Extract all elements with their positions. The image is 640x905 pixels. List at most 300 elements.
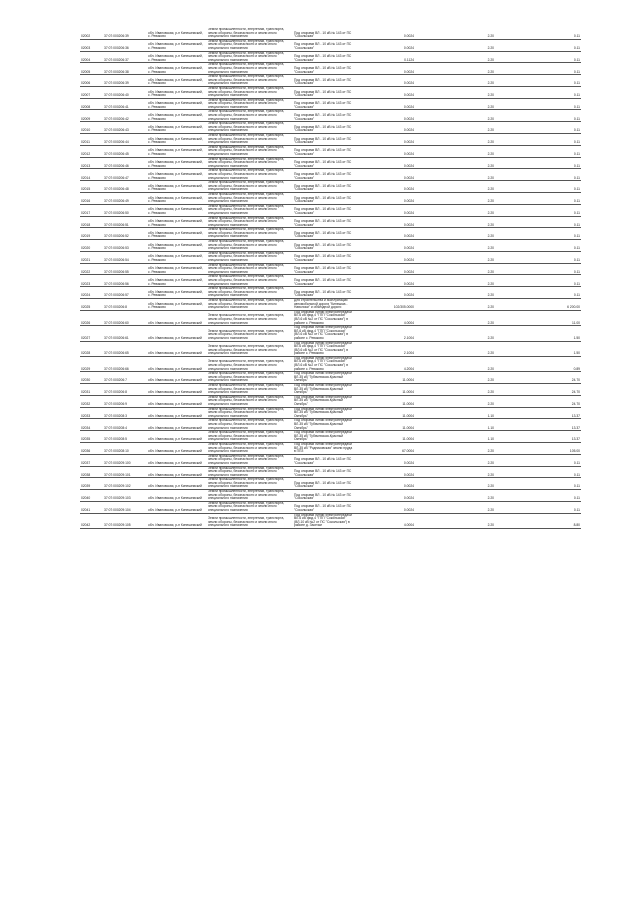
permitted-use: Под опорами линии электропередачи ВЛ-6 кВ фид.4 "ГПП "Сокольская" (ВЛ-6 кВ №2 от ПС "Сокольская") в районе с. Реваково [293,326,355,341]
table-row [80,395,581,407]
address: обл. Ивановская, р-н Кинешемский, с. Реваково [147,251,207,263]
table-row [80,240,581,252]
row-number: 02040 [80,490,103,502]
table-row [80,110,581,122]
address: обл. Ивановская, р-н Кинешемский [147,513,207,528]
row-number: 02014 [80,169,103,181]
row-number: 02017 [80,204,103,216]
table-row [80,326,581,341]
row-number: 02035 [80,431,103,443]
amount-value: 24.70 [495,372,581,384]
cadastral-number: 37:07:000206:49 [103,192,147,204]
rate-value: 2.20 [415,442,495,454]
table-row [80,181,581,193]
area-value: 11.0004 [355,372,415,384]
rate-value: 2.20 [415,181,495,193]
table-row [80,275,581,287]
amount-value: 24.70 [495,395,581,407]
area-value: 0.0024 [355,63,415,75]
address: обл. Ивановская, р-н Кинешемский, с. Реваково [147,39,207,51]
area-value: 102/305.0000 [355,298,415,310]
permitted-use: Для строительства и эксплуатации автомобильной дороги "Кинешма - Наволоки" и объездной дороги [293,298,355,310]
amount-value: 0.11 [495,251,581,263]
cadastral-number: 37:07:000206:56 [103,275,147,287]
land-category: Земли промышленности, энергетики, транспорта, земли обороны, безопасности и земли иного специального назначения [207,310,293,325]
cadastral-number: 37:07:000209:102 [103,478,147,490]
area-value: 67.0004 [355,442,415,454]
land-category: Земли промышленности, энергетики, транспорта, земли обороны, безопасности и земли иного специального назначения [207,28,293,39]
area-value: 4.2004 [355,356,415,371]
row-number: 02027 [80,326,103,341]
cadastral-number: 37:07:000206:60 [103,310,147,325]
amount-value: 0.11 [495,75,581,87]
land-category: Земли промышленности, энергетики, транспорта, земли обороны, безопасности и земли иного специального назначения [207,110,293,122]
address: обл. Ивановская, р-н Кинешемский, с. Реваково [147,157,207,169]
land-category: Земли промышленности, энергетики, транспорта, земли обороны, безопасности и земли иного специального назначения [207,263,293,275]
rate-value: 2.20 [415,240,495,252]
permitted-use: Под опорами ВЛ - 10 кВ № 143 от ПС "Сокольская" [293,478,355,490]
permitted-use: Под опорами ВЛ - 10 кВ № 143 от ПС "Сокольская" [293,181,355,193]
row-number: 02029 [80,356,103,371]
cadastral-number: 37:07:000206:61 [103,326,147,341]
cadastral-number: 37:07:000206:44 [103,134,147,146]
rate-value: 2.20 [415,384,495,396]
address: обл. Ивановская, р-н Кинешемский, с. Реваково [147,263,207,275]
area-value: 0.0024 [355,204,415,216]
address: обл. Ивановская, р-н Кинешемский, с. Реваково [147,181,207,193]
row-number: 02033 [80,407,103,419]
row-number: 02032 [80,395,103,407]
address: обл. Ивановская, р-н Кинешемский, с. Реваково [147,134,207,146]
row-number: 02025 [80,298,103,310]
table-row [80,490,581,502]
row-number: 02016 [80,192,103,204]
rate-value: 2.20 [415,310,495,325]
cadastral-number: 37:07:000206:47 [103,169,147,181]
table-row [80,513,581,528]
amount-value: 0.11 [495,204,581,216]
table-row [80,98,581,110]
amount-value: 13.37 [495,419,581,431]
area-value: 0.0024 [355,263,415,275]
cadastral-number: 37:07:000209:101 [103,466,147,478]
address: обл. Ивановская, р-н Кинешемский, с. Реваково [147,110,207,122]
amount-value: 24.70 [495,384,581,396]
permitted-use: Под опорами линии электропередачи ВЛ-35 кВ "Губачевская-Красный Октябрь" [293,419,355,431]
cadastral-number: 37:07:000206:48 [103,181,147,193]
row-number: 02036 [80,442,103,454]
land-category: Земли промышленности, энергетики, транспорта, земли обороны, безопасности и земли иного специального назначения [207,395,293,407]
permitted-use: Под опорами ВЛ - 10 кВ № 143 от ПС "Сокольская" [293,134,355,146]
row-number: 02028 [80,341,103,356]
row-number: 02041 [80,501,103,513]
rate-value: 2.20 [415,490,495,502]
area-value: 0.0024 [355,501,415,513]
permitted-use: Под опорами ВЛ - 10 кВ № 143 от ПС "Сокольская" [293,75,355,87]
area-value: 0.0024 [355,192,415,204]
permitted-use: Под опорами ВЛ - 10 кВ № 143 от ПС "Сокольская" [293,275,355,287]
row-number: 02019 [80,228,103,240]
cadastral-number: 37:07:000208:3 [103,407,147,419]
rate-value: 2.20 [415,204,495,216]
area-value: 0.0024 [355,478,415,490]
row-number: 02031 [80,384,103,396]
table-row [80,145,581,157]
cadastral-number: 37:07:000206:7 [103,372,147,384]
cadastral-number: 37:07:000206:51 [103,216,147,228]
rate-value: 2.20 [415,157,495,169]
land-category: Земли промышленности, энергетики, транспорта, земли обороны, безопасности и земли иного специального назначения [207,98,293,110]
area-value: 0.0024 [355,28,415,39]
permitted-use: Под опорами линии электропередачи ВЛ-6 кВ фид.4 "ГПП "Сокольская" (ВЛ-10 кВ №2 от ПС "Сокольская") в районе д. Засечье [293,513,355,528]
area-value: 0.0024 [355,122,415,134]
land-category: Земли промышленности, энергетики, транспорта, земли обороны, безопасности и земли иного специального назначения [207,181,293,193]
amount-value: 0.11 [495,192,581,204]
amount-value: 105.00 [495,442,581,454]
address: обл. Ивановская, р-н Кинешемский, с. Реваково [147,298,207,310]
area-value: 0.0024 [355,39,415,51]
amount-value: 0.11 [495,275,581,287]
table-row [80,204,581,216]
table-row [80,442,581,454]
row-number: 02030 [80,372,103,384]
row-number: 02026 [80,310,103,325]
land-category: Земли промышленности, энергетики, транспорта, земли обороны, безопасности и земли иного специального назначения [207,442,293,454]
rate-value: 2.20 [415,275,495,287]
table-row [80,63,581,75]
permitted-use: Под опорами ВЛ - 10 кВ № 143 от ПС "Сокольская" [293,454,355,466]
land-category: Земли промышленности, энергетики, транспорта, земли обороны, безопасности и земли иного специального назначения [207,75,293,87]
rate-value: 2.20 [415,98,495,110]
amount-value: 0.11 [495,63,581,75]
permitted-use: Под опорами ВЛ - 10 кВ № 143 от ПС "Сокольская" [293,251,355,263]
amount-value: 0.11 [495,181,581,193]
rate-value: 2.20 [415,263,495,275]
cadastral-number: 37:07:000206:50 [103,204,147,216]
address: обл. Ивановская, р-н Кинешемский [147,372,207,384]
land-category: Земли промышленности, энергетики, транспорта, земли обороны, безопасности и земли иного специального назначения [207,454,293,466]
address: обл. Ивановская, р-н Кинешемский [147,310,207,325]
row-number: 02006 [80,75,103,87]
area-value: 0.0024 [355,86,415,98]
area-value: 11.0004 [355,407,415,419]
land-category: Земли промышленности, энергетики, транспорта, земли обороны, безопасности и земли иного специального назначения [207,513,293,528]
rate-value: 1.10 [415,419,495,431]
area-value: 0.0024 [355,275,415,287]
land-category: Земли промышленности, энергетики, транспорта, земли обороны, безопасности и земли иного специального назначения [207,134,293,146]
rate-value: 2.20 [415,228,495,240]
row-number: 02023 [80,275,103,287]
land-category: Земли промышленности, энергетики, транспорта, земли обороны, безопасности и земли иного специального назначения [207,287,293,299]
address: обл. Ивановская, р-н Кинешемский [147,384,207,396]
rate-value: 2.20 [415,466,495,478]
area-value: 0.0024 [355,228,415,240]
row-number: 02010 [80,122,103,134]
address: обл. Ивановская, р-н Кинешемский, с. Реваково [147,86,207,98]
address: обл. Ивановская, р-н Кинешемский [147,419,207,431]
rate-value: 2.20 [415,395,495,407]
permitted-use: Под опорами линии электропередачи ВЛ-35 кВ "Губачевская-Красный Октябрь" [293,372,355,384]
permitted-use: Под опорами ВЛ - 10 кВ № 143 от ПС "Сокольская" [293,287,355,299]
table-row [80,86,581,98]
table-row [80,431,581,443]
area-value: 11.0004 [355,395,415,407]
rate-value: 2.20 [415,51,495,63]
row-number: 02034 [80,419,103,431]
permitted-use: Под опорами ВЛ - 10 кВ № 143 от ПС "Сокольская" [293,228,355,240]
amount-value: 0.11 [495,454,581,466]
cadastral-number: 37:07:000206:57 [103,287,147,299]
area-value: 0.0024 [355,251,415,263]
row-number: 02009 [80,110,103,122]
area-value: 4.0004 [355,310,415,325]
amount-value: 0.11 [495,157,581,169]
cadastral-number: 37:07:000206:37 [103,51,147,63]
permitted-use: Под опорами ВЛ - 10 кВ № 143 от ПС "Сокольская" [293,122,355,134]
permitted-use: Под опорами ВЛ - 10 кВ № 143 от ПС "Сокольская" [293,466,355,478]
table-row [80,192,581,204]
amount-value: 13.37 [495,407,581,419]
area-value: 0.0024 [355,216,415,228]
rate-value: 2.20 [415,39,495,51]
address: обл. Ивановская, р-н Кинешемский, с. Реваково [147,216,207,228]
table-row [80,228,581,240]
rate-value: 2.20 [415,326,495,341]
table-row [80,122,581,134]
table-row [80,251,581,263]
land-category: Земли промышленности, энергетики, транспорта, земли обороны, безопасности и земли иного специального назначения [207,501,293,513]
address: обл. Ивановская, р-н Кинешемский, с. Реваково [147,145,207,157]
table-row [80,263,581,275]
table-row [80,310,581,325]
amount-value: 0.11 [495,110,581,122]
amount-value: 0.11 [495,490,581,502]
cadastral-number: 37:07:000206:53 [103,240,147,252]
area-value: 2.1004 [355,341,415,356]
cadastral-number: 37:07:000209:103 [103,490,147,502]
address: обл. Ивановская, р-н Кинешемский, с. Реваково [147,75,207,87]
cadastral-number: 37:07:000206:66 [103,356,147,371]
cadastral-number: 37:07:000208:4 [103,419,147,431]
cadastral-number: 37:07:000206:65 [103,341,147,356]
land-category: Земли промышленности, энергетики, транспорта, земли обороны, безопасности и земли иного специального назначения [207,298,293,310]
table-row [80,384,581,396]
rate-value: 2.20 [415,287,495,299]
row-number: 02003 [80,39,103,51]
land-category: Земли промышленности, энергетики, транспорта, земли обороны, безопасности и земли иного специального назначения [207,63,293,75]
amount-value: 0.11 [495,28,581,39]
row-number: 02037 [80,454,103,466]
address: обл. Ивановская, р-н Кинешемский, с. Реваково [147,275,207,287]
address: обл. Ивановская, р-н Кинешемский [147,442,207,454]
table-row [80,341,581,356]
land-category: Земли промышленности, энергетики, транспорта, земли обороны, безопасности и земли иного специального назначения [207,157,293,169]
cadastral-number: 37:07:000206:54 [103,251,147,263]
amount-value: 0.11 [495,122,581,134]
land-category: Земли промышленности, энергетики, транспорта, земли обороны, безопасности и земли иного специального назначения [207,204,293,216]
land-category: Земли промышленности, энергетики, транспорта, земли обороны, безопасности и земли иного специального назначения [207,490,293,502]
land-category: Земли промышленности, энергетики, транспорта, земли обороны, безопасности и земли иного специального назначения [207,122,293,134]
permitted-use: Под опорами линии электропередачи ВЛ-6 кВ фид.4 "ГПП "Сокольская" (ВЛ-6 кВ №2 от ПС "Сокольская") в районе с. Реваково [293,310,355,325]
table-row [80,466,581,478]
land-plots-table [80,28,581,529]
row-number: 02042 [80,513,103,528]
permitted-use: Под опорами ВЛ - 10 кВ № 143 от ПС "Сокольская" [293,86,355,98]
address: обл. Ивановская, р-н Кинешемский [147,341,207,356]
permitted-use: Под опорами ВЛ - 10 кВ № 143 от ПС "Сокольская" [293,501,355,513]
rate-value: 2.20 [415,122,495,134]
land-category: Земли промышленности, энергетики, транспорта, земли обороны, безопасности и земли иного специального назначения [207,419,293,431]
row-number: 02020 [80,240,103,252]
cadastral-number: 37:07:000206:52 [103,228,147,240]
land-category: Земли промышленности, энергетики, транспорта, земли обороны, безопасности и земли иного специального назначения [207,192,293,204]
land-category: Земли промышленности, энергетики, транспорта, земли обороны, безопасности и земли иного специального назначения [207,466,293,478]
rate-value: 1.10 [415,431,495,443]
cadastral-number: 37:07:000206:45 [103,145,147,157]
amount-value: 0.11 [495,86,581,98]
cadastral-number: 37:07:000206:42 [103,110,147,122]
area-value: 0.0024 [355,240,415,252]
amount-value: 0.11 [495,228,581,240]
address: обл. Ивановская, р-н Кинешемский, с. Реваково [147,228,207,240]
cadastral-number: 37:07:000206:8 [103,298,147,310]
address: обл. Ивановская, р-н Кинешемский, с. Реваково [147,169,207,181]
land-category: Земли промышленности, энергетики, транспорта, земли обороны, безопасности и земли иного специального назначения [207,372,293,384]
amount-value: 0.11 [495,169,581,181]
area-value: 0.0024 [355,110,415,122]
cadastral-number: 37:07:000209:105 [103,513,147,528]
table-row [80,454,581,466]
table-row [80,51,581,63]
cadastral-number: 37:07:000208:5 [103,431,147,443]
area-value: 0.0024 [355,75,415,87]
address: обл. Ивановская, р-н Кинешемский [147,407,207,419]
area-value: 11.0004 [355,431,415,443]
area-value: 11.0004 [355,384,415,396]
permitted-use: Под опорами линии электропередачи ВЛ-35 кВ "Губачевская-Красный Октябрь" [293,431,355,443]
permitted-use: Под опорами ВЛ - 10 кВ № 143 от ПС "Сокольская" [293,490,355,502]
address: обл. Ивановская, р-н Кинешемский [147,478,207,490]
address: обл. Ивановская, р-н Кинешемский, с. Реваково [147,28,207,39]
land-category: Земли промышленности, энергетики, транспорта, земли обороны, безопасности и земли иного специального назначения [207,407,293,419]
permitted-use: Под опорами линии электропередачи ВЛ-6 кВ фид.4 "ГПП "Сокольская" (ВЛ-6 кВ №2 от ПС "Сокольская") в районе с. Реваково [293,341,355,356]
amount-value: 1.50 [495,341,581,356]
land-category: Земли промышленности, энергетики, транспорта, земли обороны, безопасности и земли иного специального назначения [207,356,293,371]
area-value: 0.0024 [355,490,415,502]
table-row [80,501,581,513]
address: обл. Ивановская, р-н Кинешемский, с. Реваково [147,51,207,63]
cadastral-number: 37:07:000206:38 [103,63,147,75]
table-body [80,28,581,529]
permitted-use: Под опорами линии электропередачи ВЛ-6 кВ фид.4 "ГПП "Сокольская" (ВЛ-6 кВ №2 от ПС "Сокольская") в районе с. Реваково [293,356,355,371]
rate-value: 2.20 [415,501,495,513]
permitted-use: Под опорами ВЛ - 10 кВ № 143 от ПС "Сокольская" [293,263,355,275]
rate-value: 2.20 [415,454,495,466]
land-category: Земли промышленности, энергетики, транспорта, земли обороны, безопасности и земли иного специального назначения [207,384,293,396]
address: обл. Ивановская, р-н Кинешемский, с. Реваково [147,204,207,216]
land-category: Земли промышленности, энергетики, транспорта, земли обороны, безопасности и земли иного специального назначения [207,169,293,181]
permitted-use: Под опорами ВЛ - 10 кВ № 143 от ПС "Сокольская" [293,39,355,51]
address: обл. Ивановская, р-н Кинешемский, с. Реваково [147,240,207,252]
cadastral-number: 37:07:000206:8 [103,384,147,396]
cadastral-number: 37:07:000208:10 [103,442,147,454]
rate-value: 2.20 [415,145,495,157]
permitted-use: Под опорами линии электропередачи ВЛ-35 кВ "Губачевская-Красный Октябрь" [293,384,355,396]
land-category: Земли промышленности, энергетики, транспорта, земли обороны, безопасности и земли иного специального назначения [207,39,293,51]
rate-value: 2.20 [415,356,495,371]
permitted-use: Под опорами ВЛ - 10 кВ № 143 от ПС "Сокольская" [293,157,355,169]
rate-value: 2.20 [415,75,495,87]
row-number: 02024 [80,287,103,299]
address: обл. Ивановская, р-н Кинешемский, с. Реваково [147,192,207,204]
land-category: Земли промышленности, энергетики, транспорта, земли обороны, безопасности и земли иного специального назначения [207,251,293,263]
land-category: Земли промышленности, энергетики, транспорта, земли обороны, безопасности и земли иного специального назначения [207,240,293,252]
table-row [80,75,581,87]
address: обл. Ивановская, р-н Кинешемский [147,466,207,478]
amount-value: 0.11 [495,216,581,228]
cadastral-number: 37:07:000206:9 [103,395,147,407]
area-value: 4.0004 [355,513,415,528]
area-value: 0.0024 [355,466,415,478]
rate-value: 2.20 [415,63,495,75]
table-row [80,134,581,146]
row-number: 02021 [80,251,103,263]
area-value: 0.0024 [355,287,415,299]
rate-value: 1.10 [415,407,495,419]
cadastral-number: 37:07:000206:46 [103,157,147,169]
amount-value: 0.11 [495,39,581,51]
area-value: 0.0024 [355,98,415,110]
amount-value: 0.11 [495,263,581,275]
table-row [80,478,581,490]
rate-value: 2.20 [415,298,495,310]
area-value: 0.1124 [355,51,415,63]
row-number: 02012 [80,145,103,157]
address: обл. Ивановская, р-н Кинешемский [147,490,207,502]
row-number: 02007 [80,86,103,98]
permitted-use: Под опорами ВЛ - 10 кВ № 143 от ПС "Сокольская" [293,169,355,181]
land-category: Земли промышленности, энергетики, транспорта, земли обороны, безопасности и земли иного специального назначения [207,326,293,341]
row-number: 02011 [80,134,103,146]
row-number: 02002 [80,28,103,39]
row-number: 02015 [80,181,103,193]
land-category: Земли промышленности, энергетики, транспорта, земли обороны, безопасности и земли иного специального назначения [207,216,293,228]
address: обл. Ивановская, р-н Кинешемский [147,356,207,371]
table-row [80,169,581,181]
area-value: 0.0024 [355,145,415,157]
cadastral-number: 37:07:000206:55 [103,263,147,275]
area-value: 11.0004 [355,419,415,431]
address: обл. Ивановская, р-н Кинешемский, с. Реваково [147,287,207,299]
permitted-use: Под опорами ВЛ - 10 кВ № 143 от ПС "Сокольская" [293,110,355,122]
permitted-use: Под опорами линии электропередачи ВЛ-35 кВ "Губачевская-Красный Октябрь" [293,407,355,419]
land-category: Земли промышленности, энергетики, транспорта, земли обороны, безопасности и земли иного специального назначения [207,228,293,240]
table-row [80,298,581,310]
amount-value: 0.11 [495,466,581,478]
amount-value: 0.11 [495,240,581,252]
amount-value: 0.11 [495,501,581,513]
table-row [80,287,581,299]
rate-value: 2.20 [415,372,495,384]
permitted-use: Под опорами ВЛ - 10 кВ № 143 от ПС "Сокольская" [293,63,355,75]
land-category: Земли промышленности, энергетики, транспорта, земли обороны, безопасности и земли иного специального назначения [207,341,293,356]
land-category: Земли промышленности, энергетики, транспорта, земли обороны, безопасности и земли иного специального назначения [207,478,293,490]
table-row [80,407,581,419]
amount-value: 13.37 [495,431,581,443]
amount-value: 1.50 [495,326,581,341]
permitted-use: Под опорами ВЛ - 10 кВ № 143 от ПС "Сокольская" [293,216,355,228]
permitted-use: Под опорами линии электропередачи ВЛ-35 кВ "Губачевская-Красный Октябрь" [293,395,355,407]
